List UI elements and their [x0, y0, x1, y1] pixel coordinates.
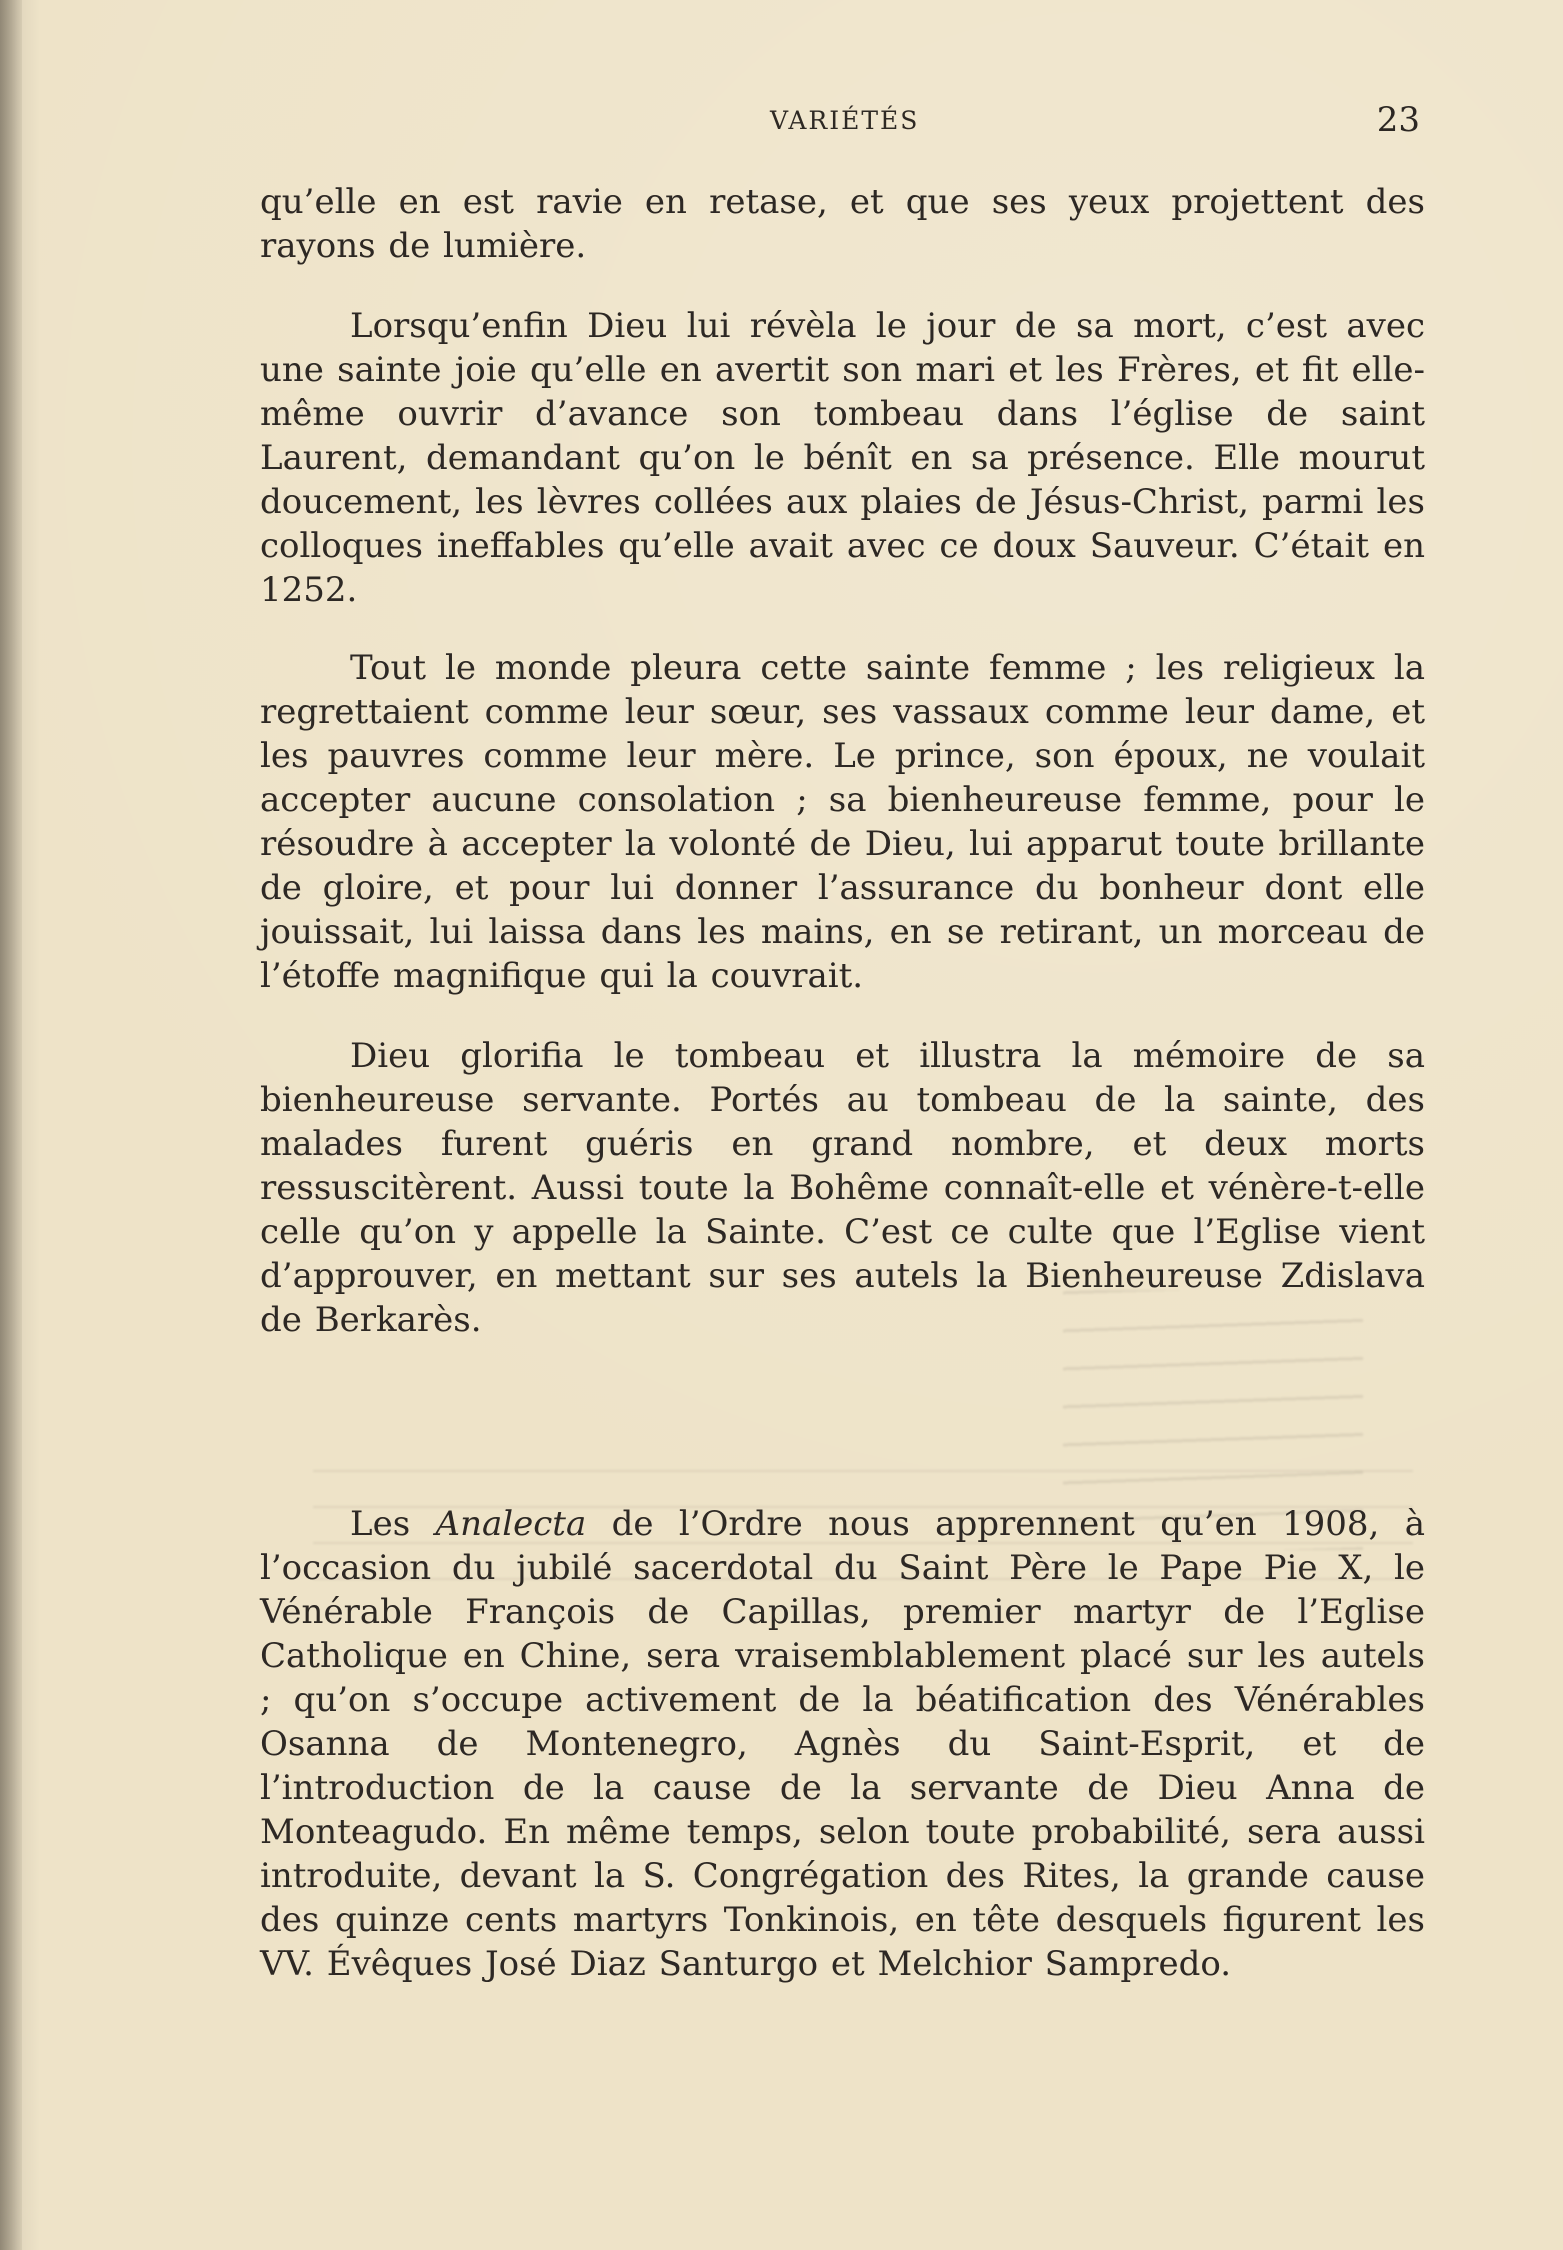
page-number: 23 — [1376, 100, 1420, 140]
page-header — [770, 100, 1420, 146]
main-text-block — [260, 180, 1425, 1986]
paragraph-analecta — [260, 1502, 1425, 1986]
paragraph-death: Lorsqu’enfin Dieu lui révèla le jour de sa mort, c’est avec une sainte joie qu’elle en avertit son mari et les Frères, et fit elle-même ouvrir d’avance son tombeau dans l’église de saint Laurent, demandant qu’on le bénît en sa présence. Elle mourut doucement, les lèvres collées aux plaies de Jésus-Christ, parmi les colloques ineffables qu’elle avait avec ce doux Sauveur. C’était en 1252. — [260, 306, 1425, 610]
running-head: VARIÉTÉS — [770, 106, 920, 135]
paragraph-continuation: qu’elle en est ravie en retase, et que ses yeux projettent des rayons de lumière. — [260, 182, 1425, 266]
analecta-body: de l’Ordre nous apprennent qu’en 1908, à l’occasion du jubilé sacerdotal du Saint Père le Pape Pie X, le Vénérable François de Capillas, premier martyr de l’Eglise Catholique en Chine, sera vraisemblablement placé sur les autels ; qu’on s’occupe activement de la béatification des Vénérables Osanna de Montenegro, Agnès du Saint-Esprit, et de l’introduction de la cause de la servante de Dieu Anna de Monteagudo. En même temps, selon toute probabilité, sera aussi introduite, devant la S. Congrégation des Rites, la grande cause des quinze cents martyrs Tonkinois, en tête desquels figurent les VV. Évêques José Diaz Santurgo et Melchior Sampredo. — [260, 1504, 1425, 1984]
paragraph-mourning: Tout le monde pleura cette sainte femme ; les religieux la regrettaient comme leur sœur, ses vassaux comme leur dame, et les pauvres comme leur mère. Le prince, son époux, ne voulait accepter aucune consolation ; sa bienheureuse femme, pour le résoudre à accepter la volonté de Dieu, lui apparut toute brillante de gloire, et pour lui donner l’assurance du bonheur dont elle jouissait, lui laissa dans les mains, en se retirant, un morceau de l’étoffe magnifique qui la couvrait. — [260, 648, 1425, 996]
paragraph-glorification: Dieu glorifia le tombeau et illustra la mémoire de sa bienheureuse servante. Portés au tombeau de la sainte, des malades furent guéris en grand nombre, et deux morts ressuscitèrent. Aussi toute la Bohême connaît-elle et vénère-t-elle celle qu’on y appelle la Sainte. C’est ce culte que l’Eglise vient d’approuver, en mettant sur ses autels la Bienheureuse Zdislava de Berkarès. — [260, 1036, 1425, 1340]
analecta-lead: Les — [350, 1504, 436, 1544]
analecta-title: Analecta — [435, 1504, 587, 1544]
page-spine-shadow — [0, 0, 22, 2250]
